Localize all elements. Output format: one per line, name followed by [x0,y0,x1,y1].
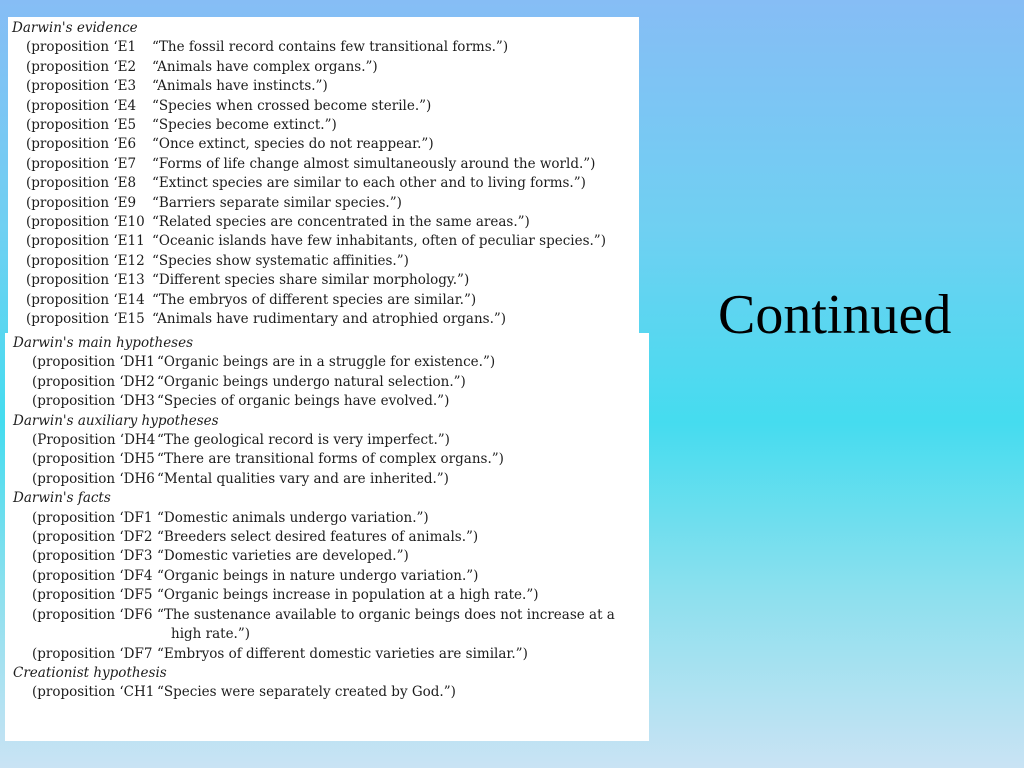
proposition-statement: “Species become extinct.”) [152,117,337,134]
proposition-id: (proposition ‘DF7 [32,645,153,662]
proposition-id: (proposition ‘DF1 [32,509,153,526]
proposition-id: (proposition ‘DH1 [32,354,155,371]
proposition-row [13,450,649,469]
proposition-statement: “Animals have instincts.”) [152,78,328,95]
proposition-id: (proposition ‘E7 [26,155,137,172]
proposition-statement: “Domestic varieties are developed.”) [157,548,409,565]
proposition-id: (proposition ‘CH1 [32,684,155,701]
proposition-row [13,470,649,489]
proposition-statement: “Barriers separate similar species.”) [152,194,402,211]
proposition-id: (proposition ‘E9 [26,194,137,211]
proposition-row [13,547,649,566]
section-heading: Darwin's evidence [12,20,138,36]
proposition-id: (proposition ‘DF5 [32,587,153,604]
proposition-statement: “Organic beings undergo natural selection.”) [157,373,466,390]
proposition-row [13,683,649,702]
proposition-row [12,135,639,154]
proposition-row [13,353,649,372]
proposition-statement: “The embryos of different species are similar.”) [152,291,477,308]
proposition-id: (proposition ‘DF2 [32,529,153,546]
proposition-id: (proposition ‘E11 [26,233,145,250]
proposition-row [13,373,649,392]
proposition-id: (proposition ‘DH6 [32,470,155,487]
proposition-id: (proposition ‘E15 [26,311,145,328]
proposition-id: (proposition ‘DF3 [32,548,153,565]
proposition-id: (proposition ‘E4 [26,97,137,114]
proposition-statement: “Animals have complex organs.”) [152,58,378,75]
section-heading: Darwin's auxiliary hypotheses [13,412,219,429]
proposition-statement-continued: high rate.”) [171,626,251,643]
proposition-id: (proposition ‘E13 [26,272,145,289]
proposition-statement: “Domestic animals undergo variation.”) [157,509,429,526]
proposition-id: (proposition ‘DF4 [32,567,153,584]
proposition-statement: “The fossil record contains few transitional forms.”) [152,39,509,56]
proposition-statement: “Breeders select desired features of animals.”) [157,529,479,546]
proposition-row [12,174,639,193]
section-heading: Darwin's facts [13,490,111,507]
scanned-page-evidence [8,17,639,333]
proposition-statement: “Related species are concentrated in the same areas.”) [152,214,530,231]
proposition-row [13,606,649,625]
section-heading: Darwin's main hypotheses [13,335,194,351]
scanned-page-hypotheses-and-facts [5,333,649,741]
proposition-row [13,509,649,528]
proposition-id: (proposition ‘DF6 [32,606,153,623]
proposition-statement: “Species of organic beings have evolved.”) [157,393,450,410]
proposition-row [13,567,649,586]
proposition-id: (proposition ‘E1 [26,39,137,56]
proposition-id: (proposition ‘E5 [26,117,137,134]
proposition-statement: “Organic beings in nature undergo variation.”) [157,567,479,584]
section-heading: Creationist hypothesis [13,664,167,681]
proposition-statement: “Organic beings are in a struggle for existence.”) [157,354,496,371]
proposition-statement: “Mental qualities vary and are inherited.”) [157,470,449,487]
proposition-row [12,116,639,135]
proposition-row [12,77,639,96]
proposition-row [13,645,649,664]
proposition-row [13,528,649,547]
proposition-id: (proposition ‘E2 [26,58,137,75]
proposition-statement: “The geological record is very imperfect.”) [157,432,450,449]
proposition-row [12,232,639,251]
proposition-statement: “Species were separately created by God.”) [157,684,456,701]
proposition-statement: “Extinct species are similar to each other and to living forms.”) [152,175,586,192]
proposition-row [12,213,639,232]
proposition-id: (Proposition ‘DH4 [32,432,156,449]
proposition-row [13,392,649,411]
proposition-id: (proposition ‘E14 [26,291,145,308]
proposition-statement: “Species show systematic affinities.”) [152,252,409,269]
proposition-row [12,58,639,77]
proposition-row [12,194,639,213]
slide-title: Continued [718,284,952,346]
proposition-statement: “Species when crossed become sterile.”) [152,97,432,114]
proposition-statement: “Animals have rudimentary and atrophied organs.”) [152,311,507,328]
proposition-id: (proposition ‘E12 [26,252,145,269]
proposition-row [13,586,649,605]
proposition-id: (proposition ‘DH5 [32,451,155,468]
proposition-statement: “Embryos of different domestic varieties are similar.”) [157,645,528,662]
proposition-id: (proposition ‘E3 [26,78,137,95]
proposition-row [12,97,639,116]
proposition-statement: “The sustenance available to organic beings does not increase at a [157,606,615,623]
proposition-statement: “Different species share similar morphology.”) [152,272,470,289]
proposition-statement: “Organic beings increase in population at a high rate.”) [157,587,539,604]
proposition-id: (proposition ‘DH2 [32,373,155,390]
proposition-statement: “Oceanic islands have few inhabitants, often of peculiar species.”) [152,233,606,250]
proposition-row [12,252,639,271]
proposition-row [12,291,639,310]
proposition-row [12,155,639,174]
proposition-id: (proposition ‘E10 [26,214,145,231]
proposition-row [13,431,649,450]
proposition-id: (proposition ‘E6 [26,136,137,153]
proposition-statement: “There are transitional forms of complex organs.”) [157,451,504,468]
proposition-id: (proposition ‘E8 [26,175,137,192]
proposition-row [12,271,639,290]
proposition-row [12,310,639,329]
proposition-statement: “Forms of life change almost simultaneously around the world.”) [152,155,596,172]
proposition-row [12,38,639,57]
proposition-id: (proposition ‘DH3 [32,393,155,410]
proposition-statement: “Once extinct, species do not reappear.”) [152,136,434,153]
